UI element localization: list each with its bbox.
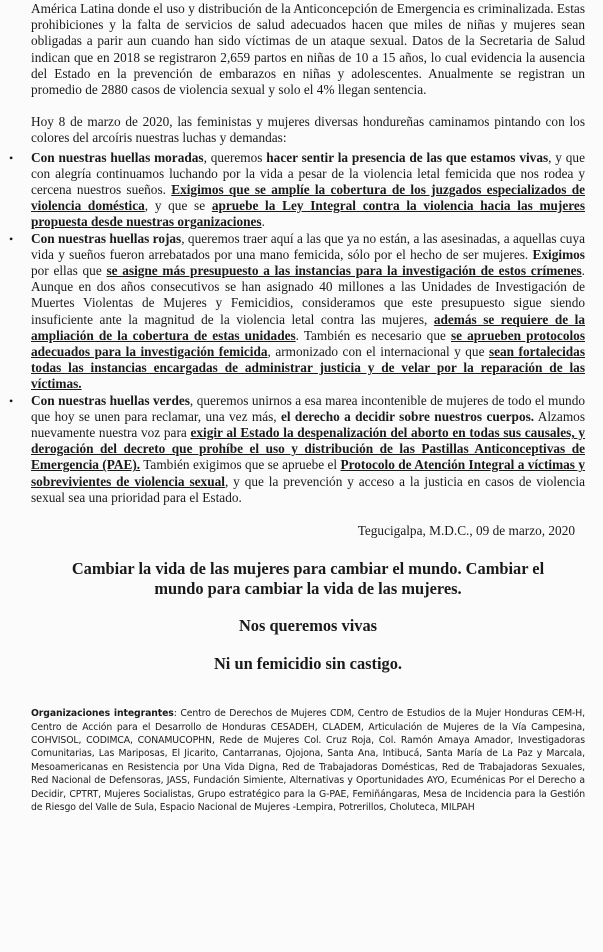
motto-femicidio: Ni un femicidio sin castigo. [213, 654, 403, 674]
intro-paragraph: América Latina donde el uso y distribución de la Anticoncepción de Emergencia es criminalizada. Estas prohibiciones y la falta de servicios de salud adecuados hacen que miles de niñas y mujeres sean obligadas a parir aun cuando han sido víctimas de un ataque sexual. Datos de la Secretaria de Salud indican que en 2018 se registraron 2,659 partos en niñas de 10 a 15 años, lo cual evidencia la ausencia del Estado en la prevención de embarazos en niñas y adolescentes. Anualmente se registran un promedio de 2880 casos de violencia sexual y solo el 4% llegan sentencia. [31, 1, 585, 98]
list-item-moradas: • Con nuestras huellas moradas, queremos hacer sentir la presencia de las que estamos vivas, y que con alegría continuamos luchando por la vida a pesar de la violencia letal femicida que nos rodea y cercena nuestros sueños. Exigimos que se amplíe la cobertura de los juzgados especializados de violencia doméstica, y que se apruebe la Ley Integral contra la violencia hacia las mujeres propuesta desde nuestras organizaciones. [9, 149, 586, 230]
bullet-icon: • [9, 393, 14, 408]
demand-underlined: exigir al Estado la despenalización del aborto en todas sus causales, y derogación del decreto que prohíbe el uso y distribución de las Pastillas Anticonceptivas de Emergencia (PAE). [31, 425, 585, 473]
demand-underlined: apruebe la Ley Integral contra la violencia hacia las mujeres propuesta desde nuestras organizaciones [31, 198, 586, 230]
bold-phrase: el derecho a decidir sobre nuestros cuerpos. [280, 408, 535, 424]
list-item-rojas: • Con nuestras huellas rojas, queremos traer aquí a las que ya no están, a las asesinadas, a aquellas cuya vida y sueños fueron arrebatados por una mano femicida, sólo por el hecho de ser mujeres. Exigimos por ellas que se asigne más presupuesto a las instancias para la investigación de estos crímenes. Aunque en dos años consecutivos se han asignado 40 millones a las Unidades de Investigación de Muertes Violentas de Mujeres y Femicidios, consideramos que este presupuesto sigue siendo insuficiente ante la magnitud de la violencia letal contra las mujeres, además se requiere de la ampliación de la cobertura de estas unidades. También es necesario que se aprueben protocolos adecuados para la investigación femicida, armonizado con el internacional y que sean fortalecidas todas las instancias encargadas de administrar justicia y de velar por la reparación de las víctimas. [9, 230, 585, 392]
march-paragraph: Hoy 8 de marzo de 2020, las feministas y mujeres diversas hondureñas caminamos pintando con los colores del arcoíris nuestras luchas y demandas: [31, 114, 585, 146]
motto-vivas: Nos queremos vivas [238, 616, 378, 636]
lead-rojas: Con nuestras huellas rojas [31, 230, 182, 246]
bullet-icon: • [9, 231, 14, 246]
demand-underlined: Protocolo de Atención Integral a víctimas y sobrevivientes de violencia sexual [31, 457, 586, 489]
lead-moradas: Con nuestras huellas moradas [31, 149, 204, 165]
demand-underlined: se asigne más presupuesto a las instancias para la investigación de estos crímenes [106, 263, 582, 279]
demand-underlined: Exigimos que se amplíe la cobertura de los juzgados especializados de violencia doméstica [31, 182, 585, 214]
organizations-list [31, 707, 585, 814]
lead-verdes: Con nuestras huellas verdes [31, 392, 190, 408]
organizations-label: Organizaciones integrantes [31, 708, 174, 720]
demand-underlined: se aprueben protocolos adecuados para la investigación femicida [31, 327, 585, 360]
bold-phrase: Exigimos [532, 246, 585, 262]
slogan: Cambiar la vida de las mujeres para cambiar el mundo. Cambiar el mundo para cambiar la vida de las mujeres. [71, 559, 545, 599]
bullet-icon: • [9, 150, 14, 165]
demand-underlined: sean fortalecidas todas las instancias encargadas de administrar justicia y de velar por la reparación de las víctimas. [31, 344, 585, 392]
demand-underlined: además se requiere de la ampliación de la cobertura de estas unidades [31, 311, 585, 343]
organizations-text: : Centro de Derechos de Mujeres CDM, Centro de Estudios de la Mujer Honduras CEM-H, Centro de Acción para el Desarrollo de Honduras CESADEH, CLADEM, Articulación de Mujeres de la Vía Campesina, COHVISOL, CODIMCA, CONAMUCOPHN, Rede de Mujeres Col. Cruz Roja, Col. Ramón Amaya Amador, Investigadoras Comunitarias, Las Mariposas, El Jicarito, Cantarranas, Ojojona, Santa Ana, Intibucá, Santa María de La Paz y Marcala, Mesoamericanas en Resistencia por Una Vida Digna, Red de Trabajadoras Domésticas, Red de Trabajadoras Sexuales, Red Nacional de Defensoras, JASS, Fundación Simiente, Alternativas y Oportunidades AYO, Ecuménicas Por el Derecho a Decidir, CPTRT, Mujeres Socialistas, Grupo estratégico para la G-PAE, Femiñángaras, Mesa de Incidencia para la Gestión de Riesgo del Valle de Sula, Espacio Nacional de Mujeres -Lempira, Potrerillos, Choluteca, MILPAH [31, 708, 585, 813]
place-date: Tegucigalpa, M.D.C., 09 de marzo, 2020 [357, 523, 575, 539]
list-item-verdes: • Con nuestras huellas verdes, queremos unirnos a esa marea incontenible de mujeres de todo el mundo que hoy se unen para reclamar, una vez más, el derecho a decidir sobre nuestros cuerpos. Alzamos nuevamente nuestra voz para exigir al Estado la despenalización del aborto en todas sus causales, y derogación del decreto que prohíbe el uso y distribución de las Pastillas Anticonceptivas de Emergencia (PAE). También exigimos que se apruebe el Protocolo de Atención Integral a víctimas y sobrevivientes de violencia sexual, y que la prevención y acceso a la justicia en casos de violencia sexual sea una prioridad para el Estado. [9, 392, 586, 505]
bold-phrase: hacer sentir la presencia de las que estamos vivas [266, 149, 549, 165]
demands-list [9, 149, 586, 506]
